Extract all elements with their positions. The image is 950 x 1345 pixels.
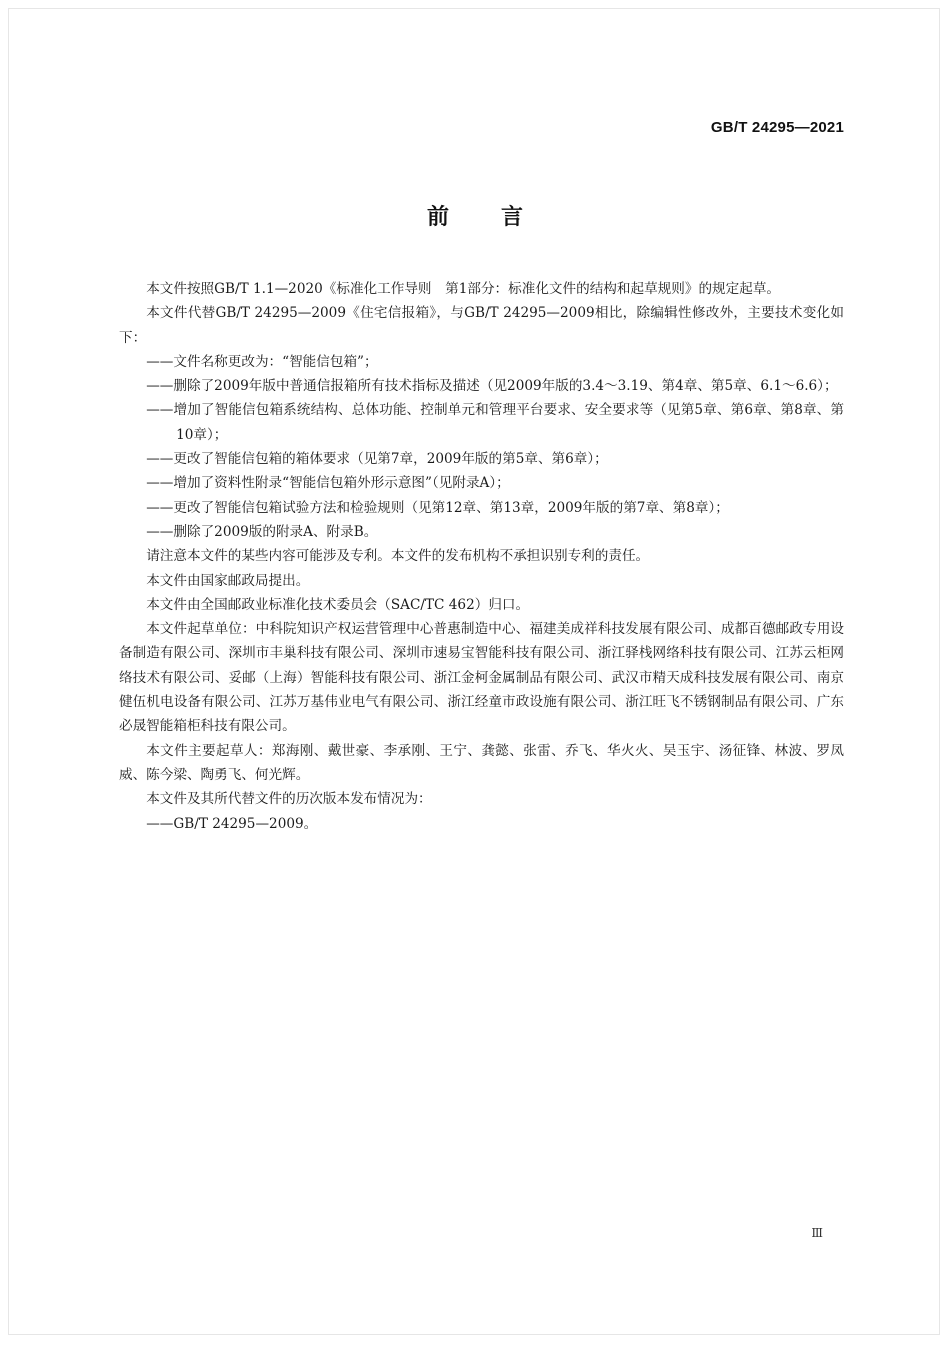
paragraph-drafting-units: 本文件起草单位：中科院知识产权运营管理中心普惠制造中心、福建美成祥科技发展有限公司、成都百德邮政专用设备制造有限公司、深圳市丰巢科技有限公司、深圳市速易宝智能科技有限公司、浙江驿栈网络科技有限公司、江苏云柜网络技术有限公司、妥邮（上海）智能科技有限公司、浙江金柯金属制品有限公司、武汉市精天成科技发展有限公司、南京健伍机电设备有限公司、江苏万基伟业电气有限公司、浙江经童市政设施有限公司、浙江旺飞不锈钢制品有限公司、广东必晟智能箱柜科技有限公司。: [119, 621, 844, 735]
page-title: 前言: [426, 205, 575, 230]
list-item: ——更改了智能信包箱试验方法和检验规则（见第12章、第13章，2009年版的第7章、第8章）；: [146, 499, 729, 516]
page-number: Ⅲ: [811, 1226, 823, 1240]
paragraph-patent-notice: 请注意本文件的某些内容可能涉及专利。本文件的发布机构不承担识别专利的责任。: [146, 548, 650, 565]
document-code: GB/T 24295—2021: [710, 119, 844, 136]
paragraph-proposer: 本文件由国家邮政局提出。: [146, 572, 310, 589]
list-item: ——文件名称更改为：“智能信包箱”；: [146, 353, 378, 370]
foreword-body: [119, 277, 844, 836]
list-item: ——GB/T 24295—2009。: [146, 815, 318, 832]
paragraph-committee: 本文件由全国邮政业标准化技术委员会（SAC/TC 462）归口。: [146, 596, 530, 613]
list-item: ——更改了智能信包箱的箱体要求（见第7章，2009年版的第5章、第6章）；: [146, 451, 608, 468]
paragraph-version-history: 本文件及其所代替文件的历次版本发布情况为：: [146, 791, 432, 808]
technical-changes-list: [119, 350, 844, 544]
list-item: ——删除了2009版的附录A、附录B。: [146, 523, 378, 540]
version-history-list: [119, 812, 844, 836]
list-item: ——删除了2009年版中普通信报箱所有技术指标及描述（见2009年版的3.4～3.19、第4章、第5章、6.1～6.6）；: [146, 378, 838, 395]
paragraph-replacement: 本文件代替GB/T 24295—2009《住宅信报箱》，与GB/T 24295—2009相比，除编辑性修改外，主要技术变化如下：: [119, 305, 844, 346]
paragraph-drafters: 本文件主要起草人：郑海刚、戴世豪、李承刚、王宁、龚懿、张雷、乔飞、华火火、吴玉宇、汤征锋、林波、罗凤威、陈今梁、陶勇飞、何光辉。: [119, 742, 844, 783]
list-item: ——增加了资料性附录“智能信包箱外形示意图”（见附录A）；: [146, 475, 510, 492]
list-item: ——增加了智能信包箱系统结构、总体功能、控制单元和管理平台要求、安全要求等（见第5章、第6章、第8章、第10章）；: [146, 402, 844, 443]
paragraph-drafting-rule: 本文件按照GB/T 1.1—2020《标准化工作导则 第1部分：标准化文件的结构和起草规则》的规定起草。: [146, 281, 781, 297]
